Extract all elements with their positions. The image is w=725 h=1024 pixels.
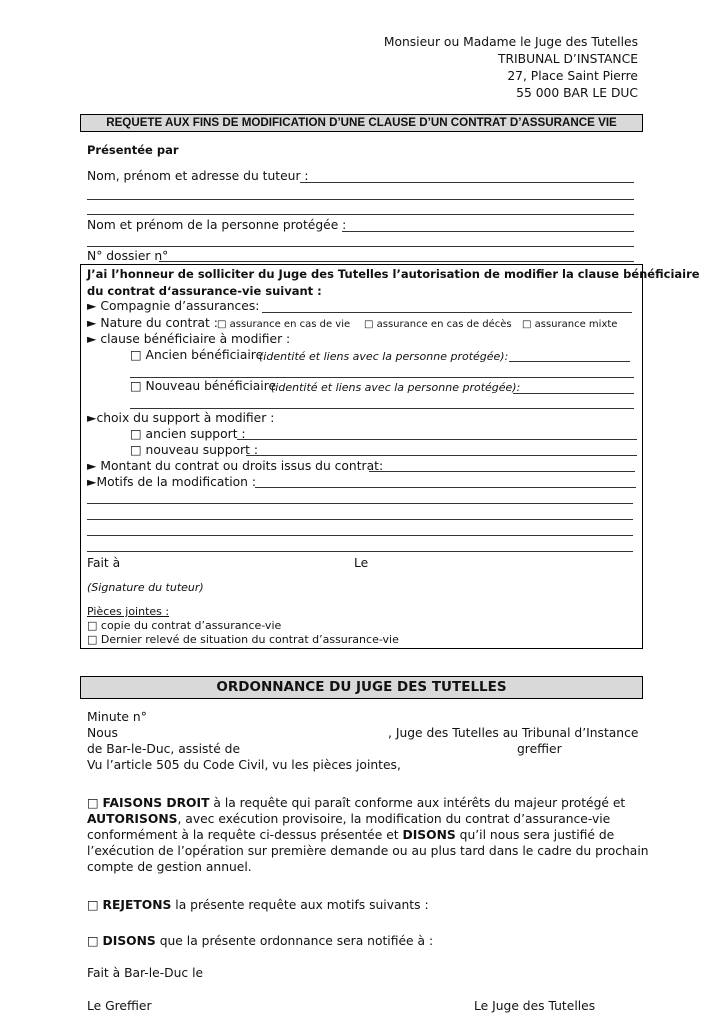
greffier-text: greffier [517, 742, 562, 756]
amount-label: ► Montant du contrat ou droits issus du contrat: [87, 459, 384, 473]
recipient-line: 55 000 BAR LE DUC [516, 86, 638, 100]
amount-field[interactable] [369, 471, 635, 472]
new-beneficiary-field-line[interactable] [130, 408, 634, 409]
new-support-field[interactable] [246, 455, 637, 456]
rejetons-text: la présente requête aux motifs suivants : [171, 898, 429, 912]
company-field[interactable] [262, 312, 632, 313]
attachment-item: □ Dernier relevé de situation du contrat d’assurance-vie [87, 633, 399, 646]
tutor-signature: (Signature du tuteur) [87, 581, 204, 594]
new-beneficiary-label[interactable]: □ Nouveau bénéficiaire [130, 379, 277, 393]
tutor-field-line[interactable] [87, 214, 634, 215]
protected-person-label: Nom et prénom de la personne protégée : [87, 218, 347, 232]
former-beneficiary-hint: (identité et liens avec la personne protégée): [259, 350, 509, 363]
nous-label: Nous [87, 726, 118, 740]
execution-line: l’exécution de l’opération sur première demande ou au plus tard dans le cadre du prochain [87, 844, 649, 858]
gestion-line: compte de gestion annuel. [87, 860, 252, 874]
presented-by: Présentée par [87, 143, 179, 157]
protected-person-field[interactable] [342, 231, 634, 232]
done-at-label: Fait à [87, 556, 121, 570]
new-beneficiary-hint: (identité et liens avec la personne protégée): [271, 381, 521, 394]
order-title: ORDONNANCE DU JUGE DES TUTELLES [80, 676, 643, 699]
disons-keyword: DISONS [102, 934, 156, 948]
minute-label: Minute n° [87, 710, 147, 724]
disons-inline-keyword: DISONS [402, 828, 456, 842]
protected-person-field-line[interactable] [87, 246, 634, 247]
attachments-title: Pièces jointes : [87, 605, 170, 618]
done-bar-le-duc: Fait à Bar-le-Duc le [87, 966, 204, 980]
disons-checkbox[interactable]: □ [87, 934, 99, 948]
recipient-line: TRIBUNAL D’INSTANCE [497, 52, 638, 66]
date-label: Le [354, 556, 369, 570]
autorisons-keyword: AUTORISONS [87, 812, 178, 826]
tutor-field[interactable] [300, 182, 634, 183]
company-label: ► Compagnie d’assurances: [87, 299, 260, 313]
nature-option-mixed[interactable]: □ assurance mixte [522, 319, 618, 330]
judge-of-text: , Juge des Tutelles au Tribunal d’Instance [388, 726, 639, 740]
conformement-text: conformément à la requête ci-dessus présentée et [87, 828, 403, 842]
autorisons-line [87, 812, 610, 826]
disons-text: que la présente ordonnance sera notifiée à : [155, 934, 434, 948]
reasons-field-line[interactable] [87, 519, 633, 520]
support-label: ►choix du support à modifier : [87, 411, 275, 425]
judge-signature: Le Juge des Tutelles [474, 999, 596, 1013]
faisons-checkbox[interactable]: □ [87, 796, 99, 810]
faisons-droit-keyword: FAISONS DROIT [102, 796, 210, 810]
justifie-text: qu’il nous sera justifié de [455, 828, 615, 842]
rejetons-line [87, 898, 429, 912]
reasons-field-line[interactable] [87, 503, 633, 504]
autorisons-text: , avec exécution provisoire, la modification du contrat d’assurance-vie [177, 812, 611, 826]
disons-line [87, 934, 433, 948]
conformement-line [87, 828, 614, 842]
nature-label: ► Nature du contrat : [87, 316, 218, 330]
attachment-item: □ copie du contrat d’assurance-vie [87, 619, 282, 632]
reasons-field-line[interactable] [87, 551, 633, 552]
reasons-field-line[interactable] [87, 535, 633, 536]
old-support-field[interactable] [237, 439, 637, 440]
reasons-label: ►Motifs de la modification : [87, 475, 256, 489]
former-beneficiary-field[interactable] [509, 361, 630, 362]
tutor-field-line[interactable] [87, 199, 634, 200]
bar-le-duc-text: de Bar-le-Duc, assisté de [87, 742, 241, 756]
file-number-label: N° dossier n° [87, 249, 169, 263]
request-title: REQUETE AUX FINS DE MODIFICATION D’UNE CLAUSE D’UN CONTRAT D’ASSURANCE VIE [80, 114, 643, 132]
new-beneficiary-field[interactable] [513, 393, 634, 394]
faisons-droit-line [87, 796, 625, 810]
former-beneficiary-label[interactable]: □ Ancien bénéficiaire [130, 348, 264, 362]
recipient-line: Monsieur ou Madame le Juge des Tutelles [383, 35, 638, 49]
new-support-label[interactable]: □ nouveau support : [130, 443, 258, 457]
request-intro: du contrat d‘assurance-vie suivant : [87, 284, 322, 298]
file-number-field[interactable] [159, 261, 634, 262]
clause-label: ► clause bénéficiaire à modifier : [87, 332, 291, 346]
faisons-droit-text: à la requête qui paraît conforme aux intérêts du majeur protégé et [209, 796, 626, 810]
nature-option-life[interactable]: □ assurance en cas de vie [217, 319, 351, 330]
rejetons-keyword: REJETONS [102, 898, 172, 912]
tutor-label: Nom, prénom et adresse du tuteur : [87, 169, 309, 183]
reasons-field[interactable] [255, 487, 636, 488]
rejetons-checkbox[interactable]: □ [87, 898, 99, 912]
old-support-label[interactable]: □ ancien support : [130, 427, 246, 441]
recipient-line: 27, Place Saint Pierre [507, 69, 638, 83]
greffier-signature: Le Greffier [87, 999, 152, 1013]
article-text: Vu l’article 505 du Code Civil, vu les pièces jointes, [87, 758, 401, 772]
nature-option-death[interactable]: □ assurance en cas de décès [364, 319, 512, 330]
former-beneficiary-field-line[interactable] [130, 377, 634, 378]
request-intro: J’ai l’honneur de solliciter du Juge des Tutelles l’autorisation de modifier la clause bénéficiaire [87, 267, 700, 281]
